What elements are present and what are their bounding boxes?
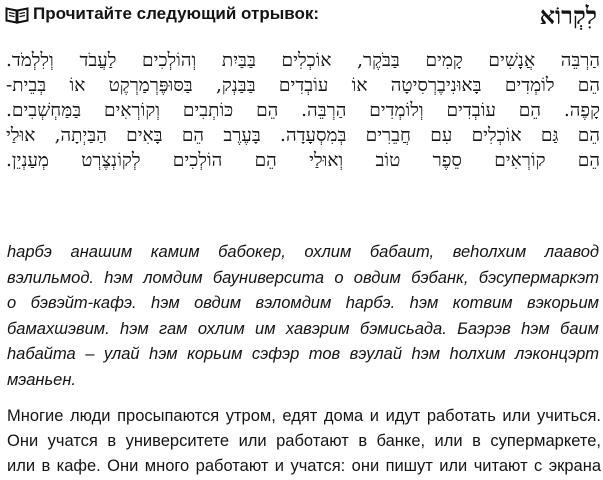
- hebrew-passage: [6, 48, 600, 173]
- transliteration-passage: [7, 240, 599, 394]
- hebrew-line: הֵם קוֹרְאִים סֵפֶר טוֹב וְאוּלַי הֵם הוֹלְכִים לְקוֹנְצֶרְט מְעַנְיֵן.: [6, 150, 600, 171]
- transliteration-line: бамахшэвим. hэм гам охлим им хавэрим бэмисьада. Баэрэв hэм баим: [7, 319, 599, 338]
- transliteration-line: hабайта – улай hэм корьим сэфэр тов вэулай hэм hолхим лэконцэрт: [7, 345, 599, 364]
- exercise-header: [0, 0, 603, 34]
- open-book-icon: [5, 6, 29, 24]
- translation-line: или в кафе. Они много работают и учатся: они пишут или читают с экрана: [7, 457, 601, 475]
- transliteration-line: мэаньен.: [7, 370, 77, 389]
- transliteration-line: о бэвэйт-кафэ. hэм овдим вэломдим hарбэ. hэм котвим вэкорьим: [7, 294, 599, 313]
- transliteration-line: вэлильмод. hэм ломдим бауниверсита о овдим бэбанк, бэсупермаркэт: [7, 268, 599, 287]
- hebrew-line: הֵם לוֹמְדִים בָּאוּנִיבֶרְסִיטָה אוֹ עוֹבְדִים בַּבַּנְק, בַּסּוּפֶּרְמַרְקֶט אוֹ בְּבֵית-: [6, 75, 600, 96]
- translation-line: Они учатся в университете или работают в банке, или в супермаркете,: [7, 432, 601, 450]
- transliteration-line: hарбэ анашим камим бабокер, охлим бабаит, веhолхим лаавод: [7, 243, 599, 261]
- section-title-hebrew: לִקְרוֹא: [539, 1, 597, 30]
- instruction-text: Прочитайте следующий отрывок:: [33, 4, 320, 23]
- russian-translation: [7, 404, 601, 479]
- hebrew-line: קָפֶה. הֵם עוֹבְדִים וְלוֹמְדִים הַרְבֵּה. הֵם כּוֹתְבִים וְקוֹרְאִים בַּמַּחְשְׁבִים.: [6, 100, 600, 121]
- hebrew-line: הֵם גַּם אוֹכְלִים עִם חֲבֵרִים בְּמִסְעָדָה. בָּעֶרֶב הֵם בָּאִים הַבַּיְתָה, אוּלַי: [6, 125, 600, 146]
- hebrew-line: הַרְבֵּה אֲנָשִׁים קָמִים בַּבֹּקֶר, אוֹכְלִים בַּבַּיִת וְהוֹלְכִים לַעֲבֹד וְלִלְמֹד.: [6, 50, 600, 71]
- translation-line: Многие люди просыпаются утром, едят дома и идут работать или учиться.: [7, 407, 601, 425]
